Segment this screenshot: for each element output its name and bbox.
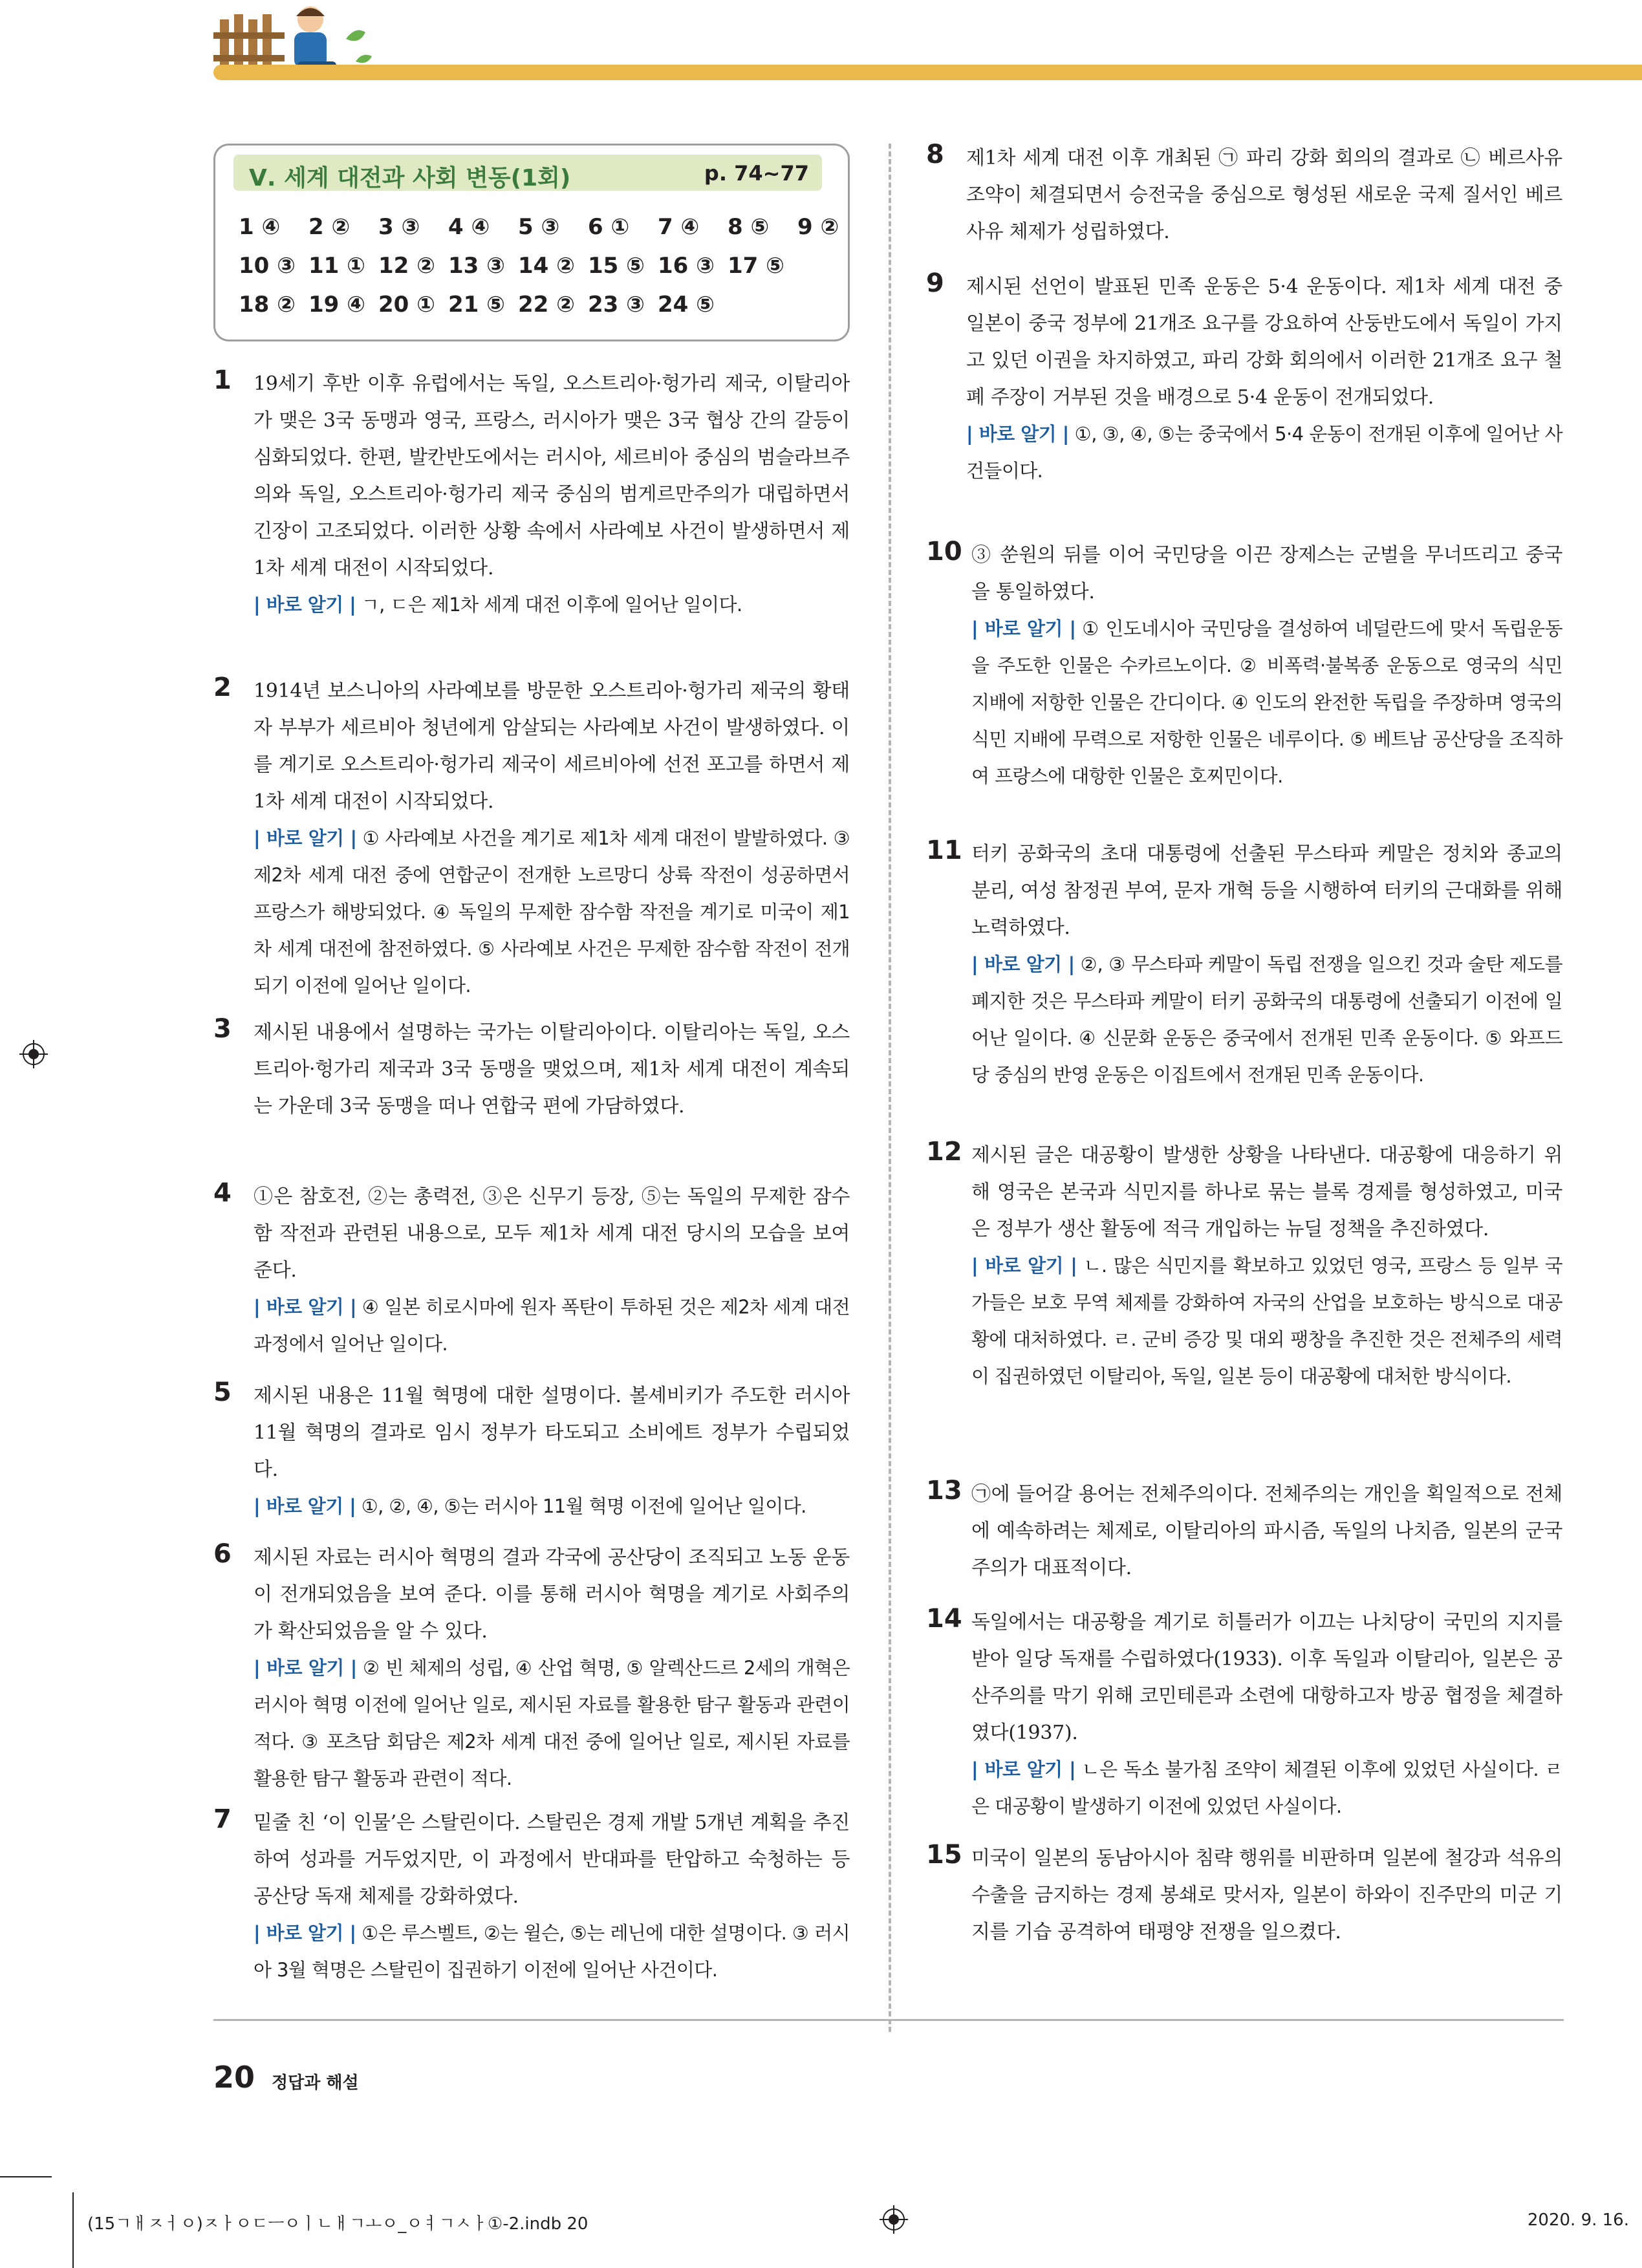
correction-note <box>971 946 1562 1094</box>
tip-label: | 바로 알기 | <box>254 1657 357 1679</box>
correction-text: ㄱ, ㄷ은 제1차 세계 대전 이후에 일어난 일이다. <box>361 594 742 616</box>
question-number: 11 <box>926 836 962 865</box>
question-number: 9 <box>926 268 944 298</box>
explanation-text: 제1차 세계 대전 이후 개최된 ㉠ 파리 강화 회의의 결과로 ㉡ 베르사유 조약이 체결되면서 승전국을 중심으로 형성된 새로운 국제 질서인 베르사유 체제가 성립하였다. <box>966 147 1562 243</box>
correction-note <box>254 1915 850 1989</box>
answer-item: 2 ② <box>308 214 351 240</box>
answer-item: 16 ③ <box>658 253 715 279</box>
correction-note <box>254 587 850 623</box>
answer-item: 9 ② <box>797 214 839 240</box>
column-divider <box>889 144 891 2032</box>
tip-label: | 바로 알기 | <box>971 1758 1076 1780</box>
explanation-text: 제시된 선언이 발표된 민족 운동은 5·4 운동이다. 제1차 세계 대전 중 일본이 중국 정부에 21개조 요구를 강요하여 산둥반도에서 독일이 가지고 있던 이권을 차지하였고, 파리 강화 회의에서 이러한 21개조 요구 철폐 주장이 거부된 것을 배경으로 5·4 운동이 전개되었다. <box>966 275 1562 409</box>
correction-text: ㄴ은 독소 불가침 조약이 체결된 이후에 있었던 사실이다. ㄹ은 대공황이 발생하기 이전에 있었던 사실이다. <box>971 1758 1562 1817</box>
answer-item: 15 ⑤ <box>588 253 645 279</box>
footer-label: 정답과 해설 <box>272 2073 359 2093</box>
crop-mark <box>72 2192 74 2268</box>
question-body <box>254 673 850 1004</box>
answer-item: 18 ② <box>239 292 296 318</box>
question-number: 13 <box>926 1476 962 1506</box>
header-bar <box>213 65 1642 80</box>
tip-label: | 바로 알기 | <box>254 827 357 849</box>
section-title-band <box>233 155 822 191</box>
question-body <box>971 836 1562 1094</box>
explanation-text: 독일에서는 대공황을 계기로 히틀러가 이끄는 나치당이 국민의 지지를 받아 일당 독재를 수립하였다(1933). 이후 독일과 이탈리아, 일본은 공산주의를 막기 위해 코민테른과 소련에 대항하고자 방공 협정을 체결하였다(1937). <box>971 1611 1562 1744</box>
explanation-text: ①은 참호전, ②는 총력전, ③은 신무기 등장, ⑤는 독일의 무제한 잠수함 작전과 관련된 내용으로, 모두 제1차 세계 대전 당시의 모습을 보여 준다. <box>254 1185 850 1282</box>
question-body <box>254 1014 850 1125</box>
answer-item: 8 ⑤ <box>728 214 770 240</box>
question-number: 15 <box>926 1840 962 1870</box>
correction-text: ④ 일본 히로시마에 원자 폭탄이 투하된 것은 제2차 세계 대전 과정에서 일어난 일이다. <box>254 1296 850 1355</box>
answer-item: 7 ④ <box>658 214 700 240</box>
explanation-text: 제시된 글은 대공황이 발생한 상황을 나타낸다. 대공황에 대응하기 위해 영국은 본국과 식민지를 하나로 묶는 블록 경제를 형성하였고, 미국은 정부가 생산 활동에 적극 개입하는 뉴딜 정책을 추진하였다. <box>971 1144 1562 1240</box>
explanation-text: 제시된 내용은 11월 혁명에 대한 설명이다. 볼셰비키가 주도한 러시아 11월 혁명의 결과로 임시 정부가 타도되고 소비에트 정부가 수립되었다. <box>254 1385 850 1481</box>
answer-item: 4 ④ <box>448 214 490 240</box>
answer-row <box>239 208 867 246</box>
tip-label: | 바로 알기 | <box>254 594 356 616</box>
print-slug-date: 2020. 9. 16. <box>1527 2210 1629 2230</box>
question-number: 5 <box>213 1377 232 1407</box>
correction-text: ㄴ. 많은 식민지를 확보하고 있었던 영국, 프랑스 등 일부 국가들은 보호 무역 체제를 강화하여 자국의 산업을 보호하는 방식으로 대공황에 대처하였다. ㄹ. 군비 증강 및 대외 팽창을 추진한 것은 전체주의 세력이 집권하였던 이탈리아, 독일, 일본 등이 대공황에 대처한 방식이다. <box>971 1255 1562 1387</box>
explanation-text: ㉠에 들어갈 용어는 전체주의이다. 전체주의는 개인을 획일적으로 전체에 예속하려는 체제로, 이탈리아의 파시즘, 독일의 나치즘, 일본의 군국주의가 대표적이다. <box>971 1483 1562 1579</box>
answer-item: 13 ③ <box>448 253 505 279</box>
question-number: 14 <box>926 1604 962 1634</box>
answer-summary-box <box>213 144 850 341</box>
question-body <box>971 1840 1562 1950</box>
explanation-text: 19세기 후반 이후 유럽에서는 독일, 오스트리아·헝가리 제국, 이탈리아가 맺은 3국 동맹과 영국, 프랑스, 러시아가 맺은 3국 협상 간의 갈등이 심화되었다. 한편, 발칸반도에서는 러시아, 세르비아 중심의 범슬라브주의와 독일, 오스트리아·헝가리 제국 중심의 범게르만주의가 대립하면서 긴장이 고조되었다. 이러한 상황 속에서 사라예보 사건이 발생하면서 제1차 세계 대전이 시작되었다. <box>254 373 850 579</box>
question-body <box>254 365 850 623</box>
correction-text: ② 빈 체제의 성립, ④ 산업 혁명, ⑤ 알렉산드르 2세의 개혁은 러시아 혁명 이전에 일어난 일로, 제시된 자료를 활용한 탐구 활동과 관련이 적다. ③ 포츠담 회담은 제2차 세계 대전 중에 일어난 일로, 제시된 자료를 활용한 탐구 활동과 관련이 적다. <box>254 1657 850 1789</box>
answer-item: 22 ② <box>518 292 575 318</box>
answer-item: 1 ④ <box>239 214 281 240</box>
correction-note <box>971 1751 1562 1825</box>
question-body <box>254 1178 850 1363</box>
correction-note <box>254 820 850 1004</box>
explanation-text: 1914년 보스니아의 사라예보를 방문한 오스트리아·헝가리 제국의 황태자 부부가 세르비아 청년에게 암살되는 사라예보 사건이 발생하였다. 이를 계기로 오스트리아·헝가리 제국이 세르비아에 선전 포고를 하면서 제1차 세계 대전이 시작되었다. <box>254 680 850 813</box>
answer-item: 23 ③ <box>588 292 645 318</box>
question-body <box>254 1804 850 1989</box>
section-title: Ⅴ. 세계 대전과 사회 변동(1회) <box>249 165 571 191</box>
question-number: 12 <box>926 1137 962 1167</box>
question-number: 1 <box>213 365 232 395</box>
question-body <box>254 1377 850 1525</box>
correction-text: ①은 루스벨트, ②는 윌슨, ⑤는 레닌에 대한 설명이다. ③ 러시아 3월 혁명은 스탈린이 집권하기 이전에 일어난 사건이다. <box>254 1922 850 1981</box>
correction-text: ②, ③ 무스타파 케말이 독립 전쟁을 일으킨 것과 술탄 제도를 폐지한 것은 무스타파 케말이 터키 공화국의 대통령에 선출되기 이전에 일어난 일이다. ④ 신문화 운동은 중국에서 전개된 민족 운동이다. ⑤ 와프드당 중심의 반영 운동은 이집트에서 전개된 민족 운동이다. <box>971 953 1562 1086</box>
answer-row <box>239 285 867 324</box>
explanation-text: 터키 공화국의 초대 대통령에 선출된 무스타파 케말은 정치와 종교의 분리, 여성 참정권 부여, 문자 개혁 등을 시행하여 터키의 근대화를 위해 노력하였다. <box>971 843 1562 939</box>
tip-label: | 바로 알기 | <box>254 1495 356 1517</box>
tip-label: | 바로 알기 | <box>971 953 1075 975</box>
question-body <box>971 537 1562 795</box>
question-body <box>966 140 1562 250</box>
page-number: 20 <box>213 2060 255 2095</box>
answer-item: 11 ① <box>308 253 365 279</box>
tip-label: | 바로 알기 | <box>971 618 1076 640</box>
crop-mark <box>0 2176 52 2177</box>
answer-item: 24 ⑤ <box>658 292 715 318</box>
answer-item: 19 ④ <box>308 292 365 318</box>
answer-item: 14 ② <box>518 253 575 279</box>
explanation-text: 미국이 일본의 동남아시아 침략 행위를 비판하며 일본에 철강과 석유의 수출을 금지하는 경제 봉쇄로 맞서자, 일본이 하와이 진주만의 미군 기지를 기습 공격하여 태평양 전쟁을 일으켰다. <box>971 1847 1562 1943</box>
correction-text: ① 사라예보 사건을 계기로 제1차 세계 대전이 발발하였다. ③ 제2차 세계 대전 중에 연합군이 전개한 노르망디 상륙 작전이 성공하면서 프랑스가 해방되었다. ④ 독일의 무제한 잠수함 작전을 계기로 미국이 제1차 세계 대전에 참전하였다. ⑤ 사라예보 사건은 무제한 잠수함 작전이 전개되기 이전에 일어난 일이다. <box>254 827 850 997</box>
correction-note <box>966 416 1562 490</box>
answer-item: 10 ③ <box>239 253 296 279</box>
question-body <box>254 1539 850 1797</box>
registration-mark-icon <box>19 1040 48 1068</box>
correction-note <box>254 1650 850 1797</box>
explanation-text: 밑줄 친 ‘이 인물’은 스탈린이다. 스탈린은 경제 개발 5개년 계획을 추진하여 성과를 거두었지만, 이 과정에서 반대파를 탄압하고 숙청하는 등 공산당 독재 체제를 강화하였다. <box>254 1811 850 1908</box>
tip-label: | 바로 알기 | <box>254 1922 356 1944</box>
question-number: 7 <box>213 1804 232 1834</box>
answer-item: 5 ③ <box>518 214 560 240</box>
answer-item: 21 ⑤ <box>448 292 505 318</box>
answer-item: 6 ① <box>588 214 630 240</box>
answer-grid <box>239 208 867 324</box>
question-body <box>966 268 1562 490</box>
correction-text: ①, ②, ④, ⑤는 러시아 11월 혁명 이전에 일어난 일이다. <box>361 1495 806 1517</box>
page-range: p. 74~77 <box>704 161 809 186</box>
print-slug-filename: (15ㄱㅐㅈㅓㅇ)ㅈㅏㅇㄷㅡㅇㅣㄴㅐㄱㅗㅇ_ㅇㅕㄱㅅㅏ①-2.indb 20 <box>87 2214 589 2234</box>
explanation-text: ③ 쑨원의 뒤를 이어 국민당을 이끈 장제스는 군벌을 무너뜨리고 중국을 통일하였다. <box>971 544 1562 603</box>
question-number: 4 <box>213 1178 232 1208</box>
tip-label: | 바로 알기 | <box>966 423 1069 445</box>
question-number: 6 <box>213 1539 232 1569</box>
question-body <box>971 1604 1562 1825</box>
correction-note <box>254 1289 850 1363</box>
correction-text: ①, ③, ④, ⑤는 중국에서 5·4 운동이 전개된 이후에 일어난 사건들이다. <box>966 423 1563 482</box>
explanation-text: 제시된 내용에서 설명하는 국가는 이탈리아이다. 이탈리아는 독일, 오스트리아·헝가리 제국과 3국 동맹을 맺었으며, 제1차 세계 대전이 계속되는 가운데 3국 동맹을 떠나 연합국 편에 가담하였다. <box>254 1021 850 1118</box>
answer-row <box>239 246 867 285</box>
bottom-rule <box>213 2019 1564 2021</box>
answer-item: 17 ⑤ <box>728 253 784 279</box>
registration-mark-icon <box>880 2205 908 2234</box>
question-body <box>971 1137 1562 1395</box>
answer-item: 12 ② <box>378 253 435 279</box>
tip-label: | 바로 알기 | <box>254 1296 356 1318</box>
explanation-text: 제시된 자료는 러시아 혁명의 결과 각국에 공산당이 조직되고 노동 운동이 전개되었음을 보여 준다. 이를 통해 러시아 혁명을 계기로 사회주의가 확산되었음을 알 수 있다. <box>254 1546 850 1643</box>
correction-note <box>971 610 1562 795</box>
question-number: 3 <box>213 1014 232 1044</box>
correction-note <box>971 1247 1562 1395</box>
correction-note <box>254 1488 850 1525</box>
question-number: 10 <box>926 537 962 567</box>
correction-text: ① 인도네시아 국민당을 결성하여 네덜란드에 맞서 독립운동을 주도한 인물은 수카르노이다. ② 비폭력·불복종 운동으로 영국의 식민 지배에 저항한 인물은 간디이다. ④ 인도의 완전한 독립을 주장하며 영국의 식민 지배에 무력으로 저항한 인물은 네루이다. ⑤ 베트남 공산당을 조직하여 프랑스에 대항한 인물은 호찌민이다. <box>971 618 1562 787</box>
tip-label: | 바로 알기 | <box>971 1255 1077 1277</box>
question-number: 8 <box>926 140 944 169</box>
question-body <box>971 1476 1562 1586</box>
answer-item: 20 ① <box>378 292 435 318</box>
answer-item: 3 ③ <box>378 214 420 240</box>
question-number: 2 <box>213 673 232 702</box>
